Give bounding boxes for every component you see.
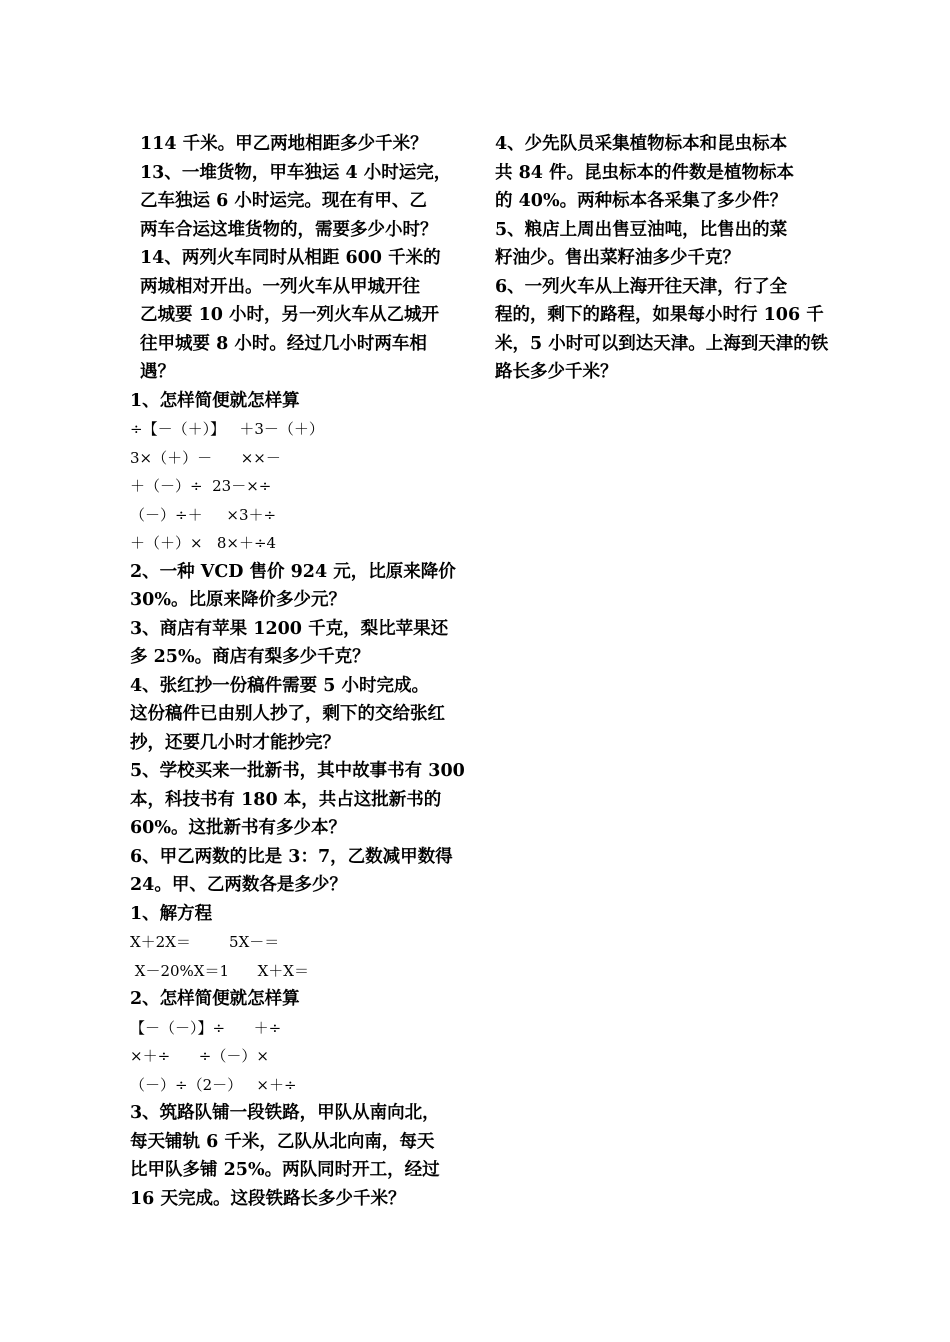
text-line: 两车合运这堆货物的，需要多少小时？ [140,219,438,240]
text-line: 程的，剩下的路程，如果每小时行 106 千 [495,305,824,325]
text-line: 6、甲乙两数的比是 3：7，乙数减甲数得 [130,846,453,867]
text-line: 5、粮店上周出售豆油吨，比售出的菜 [495,219,788,240]
math-expression-line: （－）÷（2－） ×＋÷ [130,1075,297,1094]
text-line: 遇？ [140,362,175,382]
math-expression-line: ＋（＋）× 8×＋÷4 [130,534,277,552]
text-line: 16 天完成。这段铁路长多少千米？ [130,1188,406,1209]
text-line: 3、筑路队铺一段铁路，甲队从南向北， [130,1103,440,1123]
text-line: 2、一种 VCD 售价 924 元，比原来降价 [130,561,456,582]
text-line: 往甲城要 8 小时。经过几小时两车相 [140,333,427,354]
text-line: 乙车独运 6 小时运完。现在有甲、乙 [140,191,427,211]
text-line: 60%。这批新书有多少本？ [130,818,346,838]
text-line: 114 千米。甲乙两地相距多少千米？ [140,134,428,154]
math-expression-line: （－）÷＋ ×3＋÷ [130,505,277,524]
text-line: 多 25%。商店有梨多少千克？ [130,647,370,667]
text-line: 30%。比原来降价多少元？ [130,590,346,610]
math-expression-line: ÷【－（＋）】 ＋3－（＋） [130,420,324,438]
text-line: 每天铺轨 6 千米，乙队从北向南，每天 [130,1131,435,1152]
math-expression-line: 【－（－）】÷ ＋÷ [130,1018,282,1037]
text-line: 乙城要 10 小时，另一列火车从乙城开 [140,305,440,325]
left-column [130,130,470,1213]
text-line: 路长多少千米？ [495,362,618,382]
text-line: 两城相对开出。一列火车从甲城开往 [140,276,420,297]
text-line: 3、商店有苹果 1200 千克，梨比苹果还 [130,618,449,639]
text-line: 6、一列火车从上海开往天津，行了全 [495,276,788,297]
text-line: 本，科技书有 180 本，共占这批新书的 [130,789,442,810]
text-line: 14、两列火车同时从相距 600 千米的 [140,248,441,268]
text-line: 5、学校买来一批新书，其中故事书有 300 [130,761,465,781]
text-line: 24。甲、乙两数各是多少？ [130,875,347,895]
text-line: 籽油少。售出菜籽油多少千克？ [495,248,740,268]
text-line: 共 84 件。昆虫标本的件数是植物标本 [495,162,795,183]
text-line: 2、怎样简便就怎样算 [130,989,300,1009]
math-expression-line: 3×（＋）－ ××－ [130,448,281,467]
math-expression-line: ＋（－）÷ 23－×÷ [130,477,272,495]
text-line: 抄，还要几小时才能抄完？ [130,732,340,753]
text-line: 4、少先队员采集植物标本和昆虫标本 [495,134,788,154]
text-line: 1、怎样简便就怎样算 [130,390,300,411]
right-column [495,130,835,387]
text-line: 这份稿件已由别人抄了，剩下的交给张红 [130,704,445,724]
text-line: 米，5 小时可以到达天津。上海到天津的铁 [495,333,829,354]
text-line: 1、解方程 [130,903,213,924]
math-expression-line: X－20%X＝1 X＋X＝ [130,961,309,980]
math-expression-line: X＋2X＝ 5X－＝ [130,933,280,951]
text-line: 的 40%。两种标本各采集了多少件？ [495,191,788,211]
text-line: 13、一堆货物，甲车独运 4 小时运完， [140,162,452,183]
text-line: 4、张红抄一份稿件需要 5 小时完成。 [130,675,430,696]
text-line: 比甲队多铺 25%。两队同时开工，经过 [130,1160,440,1180]
math-expression-line: ×＋÷ ÷（－）× [130,1047,269,1065]
